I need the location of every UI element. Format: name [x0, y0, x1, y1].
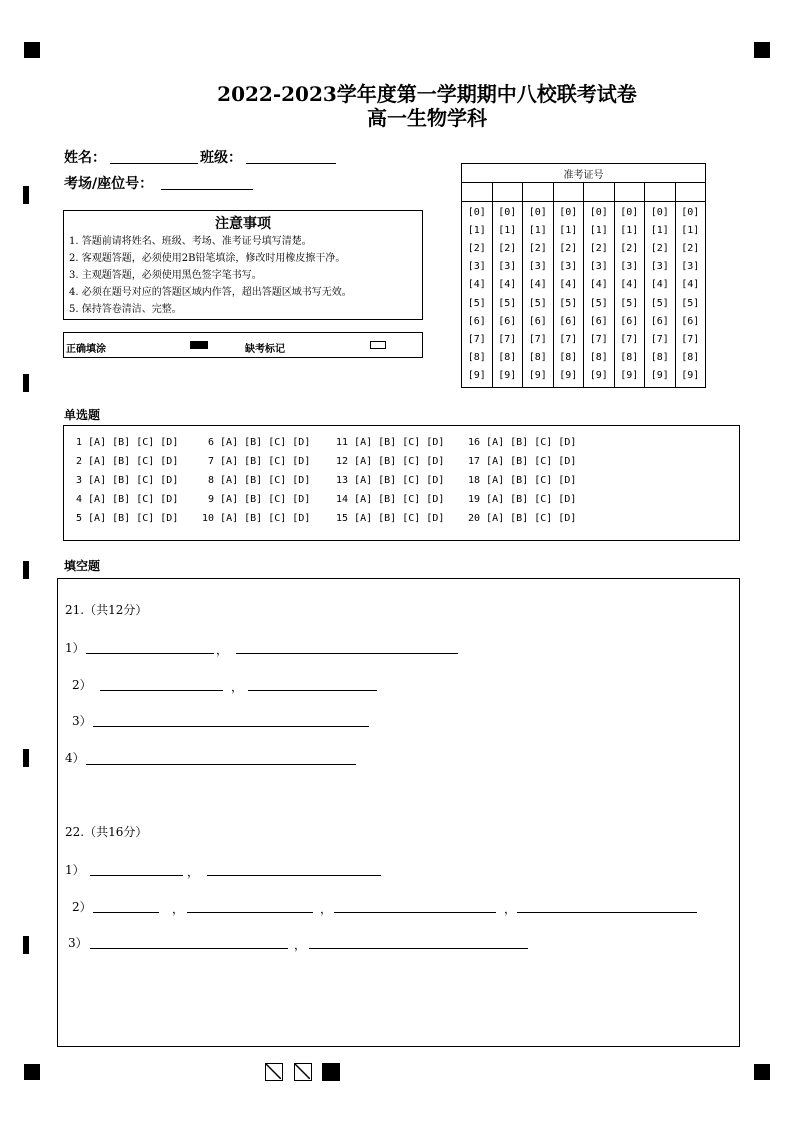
timing-mark	[23, 749, 29, 767]
admission-digit-input[interactable]	[553, 183, 584, 202]
admission-digit-column[interactable]: [0] [1] [2] [3] [4] [5] [6] [7] [8] [9]	[523, 202, 554, 388]
single-choice-box	[63, 425, 740, 541]
choice-row[interactable]: 5 [A] [B] [C] [D]	[76, 513, 179, 524]
room-seat-label: 考场/座位号：	[64, 176, 154, 192]
choice-row[interactable]: 15 [A] [B] [C] [D]	[336, 513, 445, 524]
answer-blank[interactable]	[334, 912, 496, 913]
answer-blank[interactable]	[86, 653, 214, 654]
admission-digit-input[interactable]	[523, 183, 554, 202]
q21-part4-label: 4）	[65, 751, 85, 765]
answer-blank[interactable]	[309, 948, 528, 949]
admission-digit-column[interactable]: [0] [1] [2] [3] [4] [5] [6] [7] [8] [9]	[462, 202, 493, 388]
answer-blank[interactable]	[187, 912, 313, 913]
notice-item: 3. 主观题答题，必须使用黑色签字笔书写。	[69, 270, 262, 281]
timing-mark	[23, 374, 29, 392]
answer-blank[interactable]	[90, 948, 288, 949]
admission-number-label: 准考证号	[462, 164, 706, 183]
corner-mark-top-right	[754, 42, 770, 58]
admission-digit-column[interactable]: [0] [1] [2] [3] [4] [5] [6] [7] [8] [9]	[553, 202, 584, 388]
answer-blank[interactable]	[100, 690, 223, 691]
notice-item: 4. 必须在题号对应的答题区域内作答，超出答题区域书写无效。	[69, 287, 352, 298]
choice-row[interactable]: 13 [A] [B] [C] [D]	[336, 475, 445, 486]
q22-part1-label: 1）	[65, 863, 85, 877]
question-21-heading: 21.（共12分）	[65, 603, 148, 617]
notice-item: 1. 答题前请将姓名、班级、考场、准考证号填写清楚。	[69, 236, 312, 247]
answer-blank[interactable]	[517, 912, 697, 913]
absent-mark-box[interactable]	[370, 341, 386, 349]
q21-part3-label: 3）	[72, 714, 92, 728]
q21-part2-label: 2）	[72, 678, 92, 692]
mark-example-box	[63, 332, 423, 358]
answer-blank[interactable]	[90, 875, 183, 876]
choice-row[interactable]: 17 [A] [B] [C] [D]	[468, 456, 577, 467]
correct-fill-label: 正确填涂	[66, 344, 106, 355]
choice-row[interactable]: 9 [A] [B] [C] [D]	[208, 494, 311, 505]
q22-part3-label: 3）	[68, 936, 88, 950]
notice-box	[63, 210, 423, 320]
choice-row[interactable]: 18 [A] [B] [C] [D]	[468, 475, 577, 486]
notice-item: 5. 保持答卷清洁、完整。	[69, 304, 182, 315]
choice-row[interactable]: 7 [A] [B] [C] [D]	[208, 456, 311, 467]
separator: ，	[504, 902, 517, 916]
corner-mark-bottom-right	[754, 1064, 770, 1080]
timing-mark	[23, 936, 29, 954]
separator: ，	[320, 902, 333, 916]
corner-mark-bottom-left	[24, 1064, 40, 1080]
answer-blank[interactable]	[236, 653, 458, 654]
separator: ，	[187, 865, 200, 879]
correct-fill-sample	[190, 341, 208, 349]
notice-title: 注意事项	[215, 216, 271, 232]
admission-digit-input[interactable]	[675, 183, 706, 202]
choice-row[interactable]: 10 [A] [B] [C] [D]	[202, 513, 311, 524]
single-choice-label: 单选题	[64, 408, 101, 422]
class-field[interactable]	[246, 163, 336, 164]
admission-digit-input[interactable]	[645, 183, 676, 202]
choice-row[interactable]: 2 [A] [B] [C] [D]	[76, 456, 179, 467]
choice-row[interactable]: 20 [A] [B] [C] [D]	[468, 513, 577, 524]
admission-digit-column[interactable]: [0] [1] [2] [3] [4] [5] [6] [7] [8] [9]	[614, 202, 645, 388]
answer-blank[interactable]	[86, 764, 356, 765]
choice-row[interactable]: 11 [A] [B] [C] [D]	[336, 437, 445, 448]
name-label: 姓名：	[64, 150, 106, 166]
admission-digit-column[interactable]: [0] [1] [2] [3] [4] [5] [6] [7] [8] [9]	[584, 202, 615, 388]
answer-blank[interactable]	[248, 690, 377, 691]
separator: ，	[294, 938, 307, 952]
choice-row[interactable]: 16 [A] [B] [C] [D]	[468, 437, 577, 448]
admission-digit-column[interactable]: [0] [1] [2] [3] [4] [5] [6] [7] [8] [9]	[492, 202, 523, 388]
q21-part1-label: 1）	[65, 641, 85, 655]
admission-digit-input[interactable]	[492, 183, 523, 202]
admission-digit-column[interactable]: [0] [1] [2] [3] [4] [5] [6] [7] [8] [9]	[645, 202, 676, 388]
fill-blank-box	[57, 578, 740, 1047]
separator: ，	[216, 643, 229, 657]
choice-row[interactable]: 4 [A] [B] [C] [D]	[76, 494, 179, 505]
admission-digit-column[interactable]: [0] [1] [2] [3] [4] [5] [6] [7] [8] [9]	[675, 202, 706, 388]
absent-mark-label: 缺考标记	[245, 344, 285, 355]
question-22-heading: 22.（共16分）	[65, 825, 148, 839]
exam-title: 2022-2023学年度第一学期期中八校联考试卷	[217, 82, 637, 106]
corner-mark-top-left	[24, 42, 40, 58]
answer-blank[interactable]	[207, 875, 381, 876]
choice-row[interactable]: 8 [A] [B] [C] [D]	[208, 475, 311, 486]
timing-mark	[23, 186, 29, 204]
choice-row[interactable]: 6 [A] [B] [C] [D]	[208, 437, 311, 448]
admission-digit-input[interactable]	[462, 183, 493, 202]
answer-blank[interactable]	[93, 726, 369, 727]
name-field[interactable]	[110, 163, 198, 164]
choice-row[interactable]: 1 [A] [B] [C] [D]	[76, 437, 179, 448]
class-label: 班级：	[200, 150, 242, 166]
page-code-mark-filled	[322, 1063, 340, 1081]
separator: ，	[172, 902, 185, 916]
fill-blank-label: 填空题	[64, 559, 101, 573]
page-code-mark-hatched	[265, 1063, 283, 1081]
choice-row[interactable]: 12 [A] [B] [C] [D]	[336, 456, 445, 467]
choice-row[interactable]: 19 [A] [B] [C] [D]	[468, 494, 577, 505]
answer-blank[interactable]	[93, 912, 159, 913]
admission-digit-input[interactable]	[614, 183, 645, 202]
q22-part2-label: 2）	[72, 900, 92, 914]
notice-item: 2. 客观题答题，必须使用2B铅笔填涂，修改时用橡皮擦干净。	[69, 253, 346, 264]
choice-row[interactable]: 3 [A] [B] [C] [D]	[76, 475, 179, 486]
room-seat-field[interactable]	[161, 189, 253, 190]
exam-subject: 高一生物学科	[367, 106, 487, 130]
timing-mark	[23, 561, 29, 579]
admission-number-grid	[461, 163, 706, 388]
separator: ，	[231, 680, 244, 694]
page-code-mark-hatched	[294, 1063, 312, 1081]
choice-row[interactable]: 14 [A] [B] [C] [D]	[336, 494, 445, 505]
admission-digit-input[interactable]	[584, 183, 615, 202]
